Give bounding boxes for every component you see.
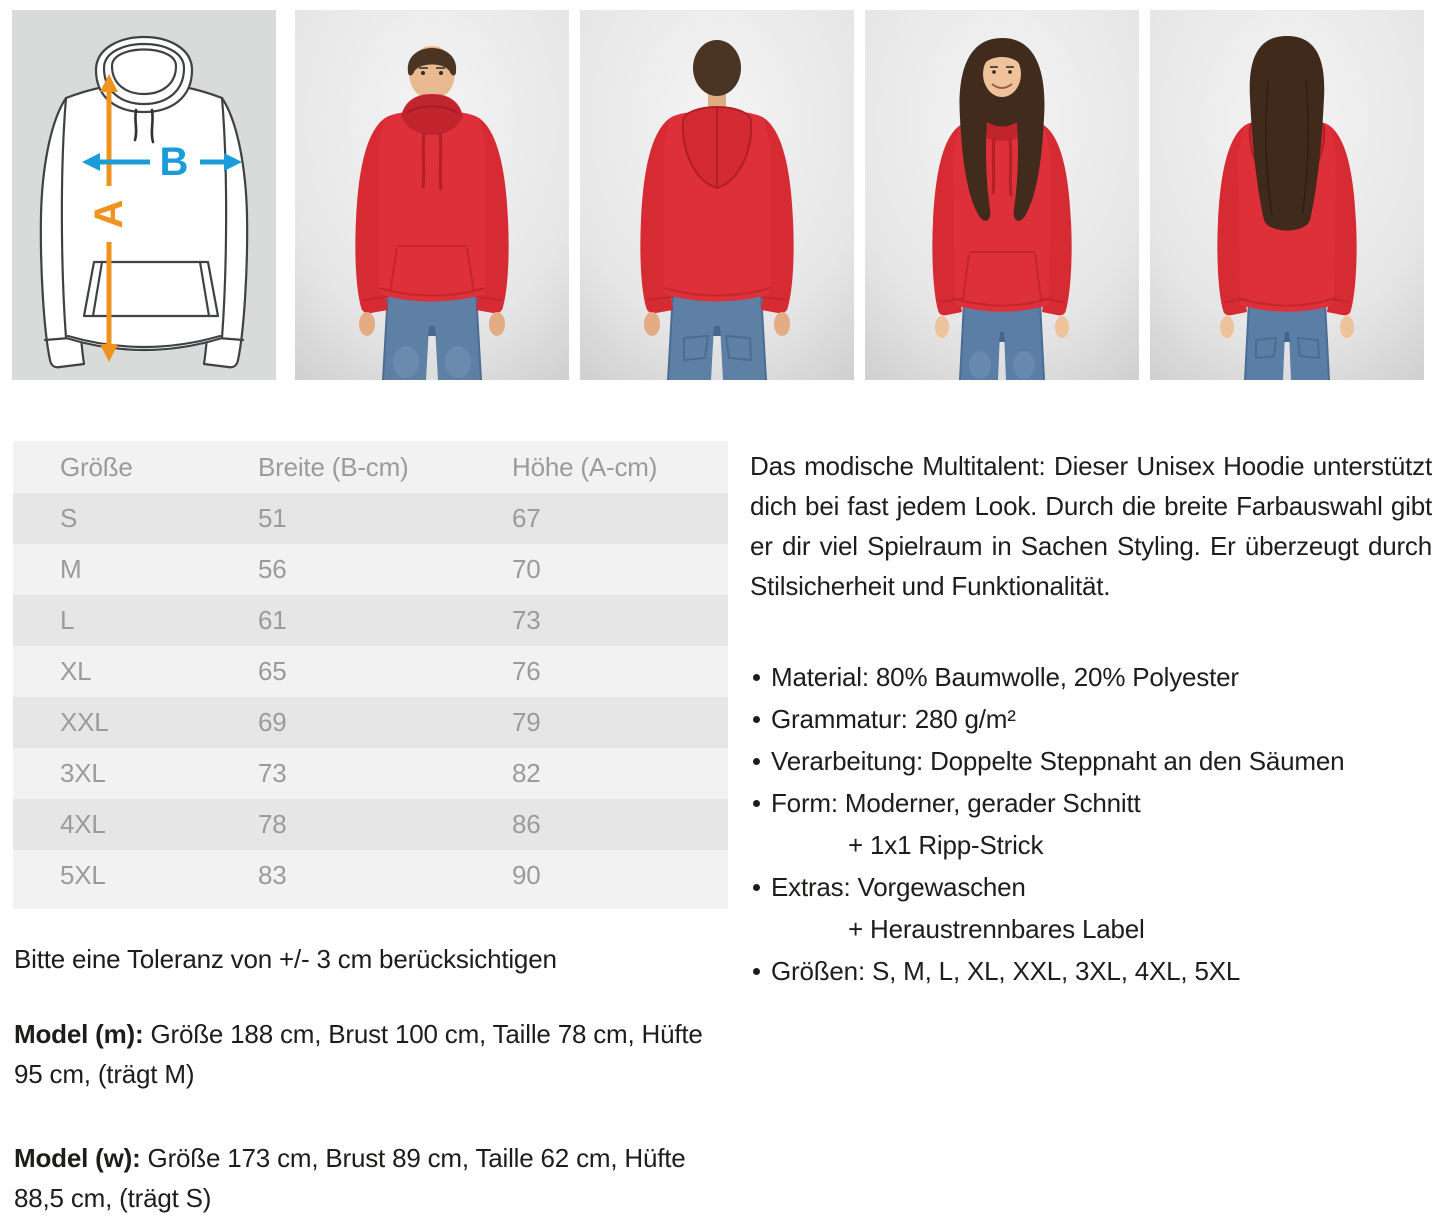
- col-header-hoehe: Höhe (A-cm): [512, 451, 658, 482]
- tolerance-note: Bitte eine Toleranz von +/- 3 cm berücksichtigen: [14, 944, 557, 974]
- spec-text: Verarbeitung: Doppelte Steppnaht an den Säumen: [771, 746, 1345, 776]
- spec-text: Form: Moderner, gerader Schnitt: [771, 788, 1141, 818]
- model-m-text: Größe 188 cm, Brust 100 cm, Taille 78 cm, Hüfte 95 cm, (trägt M): [14, 1019, 703, 1089]
- breite-cell: 56: [258, 554, 287, 584]
- size-row-xxl: [13, 697, 728, 748]
- photo-female-model-back[interactable]: [1150, 10, 1424, 380]
- size-diagram-image[interactable]: [12, 10, 276, 380]
- size-cell: 5XL: [60, 860, 106, 890]
- bullet-icon: [750, 698, 771, 740]
- bullet-icon: [750, 740, 771, 782]
- spec-item-material: [750, 656, 1432, 698]
- breite-cell: 69: [258, 707, 287, 737]
- hoehe-cell: 86: [512, 809, 541, 839]
- breite-cell: 83: [258, 860, 287, 890]
- spec-subtext: + 1x1 Ripp-Strick: [848, 830, 1044, 860]
- spec-item-form: [750, 782, 1432, 824]
- spec-text: Extras: Vorgewaschen: [771, 872, 1026, 902]
- size-row-m: [13, 544, 728, 595]
- hoehe-cell: 79: [512, 707, 541, 737]
- size-cell: XXL: [60, 707, 109, 737]
- bullet-icon: [750, 866, 771, 908]
- hoehe-cell: 73: [512, 605, 541, 635]
- measure-label-b: B: [159, 140, 189, 184]
- size-cell: 4XL: [60, 809, 106, 839]
- size-row-s: [13, 493, 728, 544]
- photo-male-model-back[interactable]: [580, 10, 854, 380]
- bullet-icon: [750, 950, 771, 992]
- breite-cell: 61: [258, 605, 287, 635]
- hoehe-cell: 70: [512, 554, 541, 584]
- spec-text: Größen: S, M, L, XL, XXL, 3XL, 4XL, 5XL: [771, 956, 1241, 986]
- photo-female-model-front[interactable]: [865, 10, 1139, 380]
- hoodie-outline-illustration: [12, 10, 276, 380]
- size-cell: M: [60, 554, 82, 584]
- size-table: [13, 441, 728, 901]
- size-cell: L: [60, 605, 75, 635]
- model-m-note: [14, 1014, 728, 1094]
- size-table-section: [13, 441, 728, 909]
- bullet-icon: [750, 782, 771, 824]
- model-w-label: Model (w):: [14, 1143, 141, 1173]
- female-back-illustration: [1150, 10, 1424, 380]
- male-back-illustration: [580, 10, 854, 380]
- spec-item-form-sub: [750, 824, 1432, 866]
- description-intro: Das modische Multitalent: Dieser Unisex Hoodie unterstützt dich bei fast jedem Look. Durch die breite Farbauswahl gibt er dir viel Spielraum in Sachen Styling. Er überzeugt durch Stilsicherheit und Funktionalität.: [750, 451, 1432, 601]
- measurement-notes: [14, 942, 728, 1217]
- size-cell: 3XL: [60, 758, 106, 788]
- size-table-header-row: [13, 441, 728, 493]
- breite-cell: 78: [258, 809, 287, 839]
- spec-item-grammatur: [750, 698, 1432, 740]
- size-row-5xl: [13, 850, 728, 901]
- model-w-note: [14, 1138, 728, 1217]
- product-description: [750, 446, 1432, 992]
- size-row-3xl: [13, 748, 728, 799]
- product-image-gallery: [12, 10, 1424, 380]
- male-front-illustration: [295, 10, 569, 380]
- spec-subtext: + Heraustrennbares Label: [848, 914, 1145, 944]
- breite-cell: 73: [258, 758, 287, 788]
- spec-item-verarbeitung: [750, 740, 1432, 782]
- hoehe-cell: 82: [512, 758, 541, 788]
- female-front-illustration: [865, 10, 1139, 380]
- spec-text: Material: 80% Baumwolle, 20% Polyester: [771, 662, 1239, 692]
- hoehe-cell: 76: [512, 656, 541, 686]
- spec-item-groessen: [750, 950, 1432, 992]
- col-header-breite: Breite (B-cm): [258, 451, 409, 482]
- col-header-groesse: Größe: [60, 451, 133, 482]
- breite-cell: 51: [258, 503, 287, 533]
- bullet-icon: [750, 656, 771, 698]
- size-row-l: [13, 595, 728, 646]
- model-w-text: Größe 173 cm, Brust 89 cm, Taille 62 cm, Hüfte 88,5 cm, (trägt S): [14, 1143, 686, 1213]
- spec-list: [750, 656, 1432, 992]
- size-cell: S: [60, 503, 78, 533]
- spec-text: Grammatur: 280 g/m²: [771, 704, 1016, 734]
- photo-male-model-front[interactable]: [295, 10, 569, 380]
- breite-cell: 65: [258, 656, 287, 686]
- hoehe-cell: 67: [512, 503, 541, 533]
- spec-item-extras-sub: [750, 908, 1432, 950]
- model-m-label: Model (m):: [14, 1019, 144, 1049]
- spec-item-extras: [750, 866, 1432, 908]
- size-row-4xl: [13, 799, 728, 850]
- size-cell: XL: [60, 656, 92, 686]
- size-row-xl: [13, 646, 728, 697]
- measure-label-a: A: [87, 199, 131, 229]
- hoehe-cell: 90: [512, 860, 541, 890]
